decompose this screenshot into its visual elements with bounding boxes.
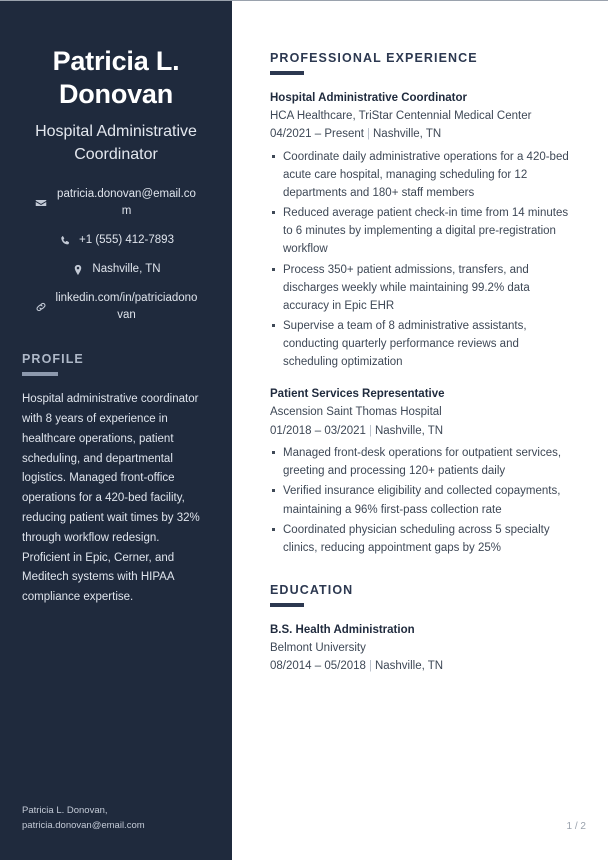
entry-title: B.S. Health Administration <box>270 624 415 637</box>
contact-item-phone[interactable] <box>22 232 210 249</box>
bullet-item: Reduced average patient check-in time from 14 minutes to 6 minutes by implementing a digital pre-registration workflow <box>270 204 570 258</box>
education-heading: EDUCATION <box>270 583 354 598</box>
education-entry <box>270 622 570 676</box>
entry-organization: HCA Healthcare, TriStar Centennial Medical Center <box>270 109 532 122</box>
candidate-role: Hospital Administrative Coordinator <box>35 122 197 163</box>
experience-entry <box>270 90 570 371</box>
meta-separator: | <box>368 424 372 437</box>
bullet-item: Verified insurance eligibility and collected copayments, maintaining a 96% first-pass collection rate <box>270 482 570 518</box>
entry-location: Nashville, TN <box>374 424 444 437</box>
contact-linkedin-text: linkedin.com/in/patriciadonovan <box>55 292 198 322</box>
entry-location: Nashville, TN <box>373 128 442 141</box>
phone-icon <box>58 234 71 247</box>
entry-location: Nashville, TN <box>374 660 444 673</box>
profile-body: Hospital administrative coordinator with 8 years of experience in healthcare operations, patient scheduling, and departmental logistics. Managed front-office operations for a 420-bed facility, reducing patient wait times by 32% through workflow redesign. Proficient in Epic, Cerner, and Meditech systems with HIPAA compliance expertise. <box>22 393 200 604</box>
bullet-item: Supervise a team of 8 administrative assistants, conducting quarterly performance reviews and scheduling optimization <box>270 317 570 371</box>
experience-heading-rule <box>270 71 304 75</box>
page-number: 1 / 2 <box>566 821 586 832</box>
location-pin-icon <box>71 263 84 276</box>
experience-heading: PROFESSIONAL EXPERIENCE <box>270 51 478 65</box>
main-column <box>270 1 570 676</box>
contact-location-text: Nashville, TN <box>92 263 161 276</box>
experience-section <box>270 51 570 557</box>
meta-separator: | <box>368 660 372 673</box>
bullet-item: Process 350+ patient admissions, transfers, and discharges weekly while maintaining 99.2% data accuracy in Epic EHR <box>270 261 570 315</box>
profile-heading-rule <box>22 372 58 376</box>
education-heading-rule <box>270 603 304 607</box>
entry-dates: 08/2014 – 05/2018 <box>270 660 366 673</box>
contact-item-location[interactable] <box>22 261 210 278</box>
meta-separator: | <box>367 128 370 141</box>
profile-heading: PROFILE <box>22 352 84 367</box>
bullet-item: Coordinate daily administrative operations for a 420-bed acute care hospital, managing scheduling for 12 departments and 180+ staff members <box>270 148 570 202</box>
entry-title: Patient Services Representative <box>270 388 445 401</box>
entry-dates: 01/2018 – 03/2021 <box>270 424 366 437</box>
contact-item-linkedin[interactable] <box>22 290 210 324</box>
contact-email-text: patricia.donovan@email.com <box>57 188 196 218</box>
bullet-item: Managed front-desk operations for outpatient services, greeting and processing 120+ patients daily <box>270 444 570 480</box>
bullet-item: Coordinated physician scheduling across 5 specialty clinics, reducing appointment gaps by 25% <box>270 521 570 557</box>
contact-phone-text: +1 (555) 412-7893 <box>79 234 174 247</box>
entry-organization: Ascension Saint Thomas Hospital <box>270 406 442 419</box>
sidebar <box>0 1 232 860</box>
entry-bullets <box>270 148 570 372</box>
entry-bullets <box>270 444 570 557</box>
contact-item-email[interactable] <box>22 186 210 220</box>
entry-organization: Belmont University <box>270 641 366 654</box>
entry-meta <box>270 423 570 440</box>
entry-title: Hospital Administrative Coordinator <box>270 92 468 104</box>
experience-entry <box>270 386 570 557</box>
sidebar-footer: Patricia L. Donovan, patricia.donovan@email.com <box>22 804 145 831</box>
envelope-icon <box>35 197 48 210</box>
education-section <box>270 583 570 676</box>
profile-section <box>22 352 210 607</box>
link-icon <box>35 301 48 314</box>
entry-meta <box>270 126 570 143</box>
entry-meta <box>270 658 570 675</box>
contact-list <box>22 186 210 324</box>
candidate-name: Patricia L. Donovan <box>52 46 180 109</box>
entry-dates: 04/2021 – Present <box>270 128 364 141</box>
